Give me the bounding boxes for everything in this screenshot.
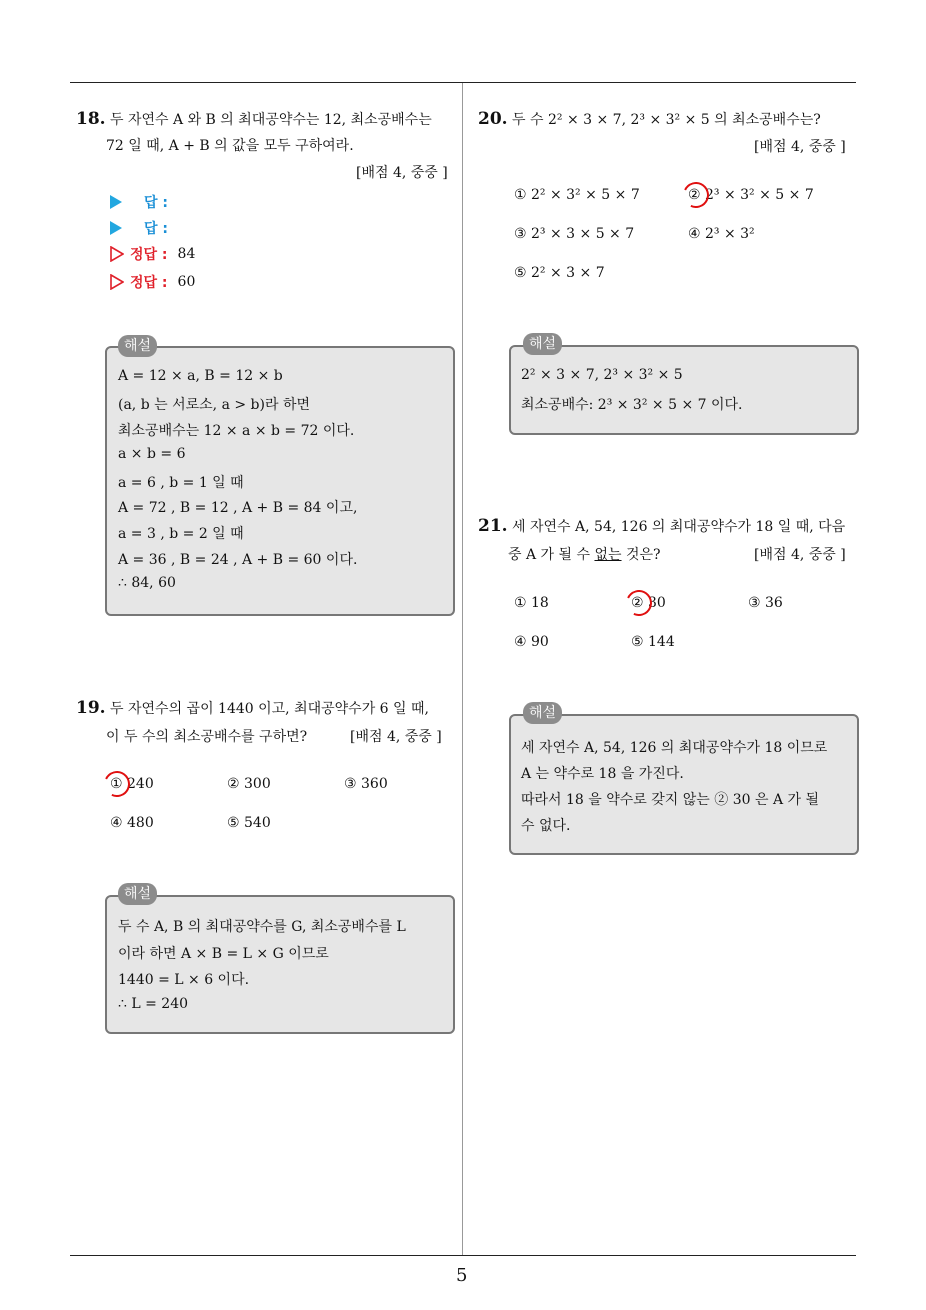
solution-line: 따라서 18 을 약수로 갖지 않는 ② 30 은 A 가 될 [521,792,820,808]
bottom-rule [70,1255,856,1256]
question-number: 20. [478,109,508,129]
option-5[interactable]: ⑤ 144 [631,634,675,650]
question-text: 72 일 때, A + B 의 값을 모두 구하여라. [106,138,354,154]
correct-answer-value: 60 [177,274,196,290]
solution-box [509,345,859,435]
correct-answer-row [110,244,195,264]
play-icon [110,221,122,235]
correct-answer-label: 정답 : [130,275,168,291]
question-text: 두 자연수의 곱이 1440 이고, 최대공약수가 6 일 때, [110,701,429,717]
option-2[interactable]: ② 30 [631,595,666,611]
solution-line: ∴ 84, 60 [118,575,176,591]
option-3[interactable]: ③ 36 [748,595,783,611]
solution-line: (a, b 는 서로소, a > b)라 하면 [118,397,310,413]
column-divider [462,83,463,1255]
option-2[interactable]: ② 300 [227,776,271,792]
question-number: 21. [478,516,508,536]
selected-mark-circle [679,178,712,211]
solution-line: a = 3 , b = 2 일 때 [118,526,244,542]
option-5[interactable]: ⑤ 2² × 3 × 7 [514,265,605,281]
question-text: 두 수 2² × 3 × 7, 2³ × 3² × 5 의 최소공배수는? [512,112,821,128]
score-meta: [배점 4, 중중 ] [754,547,846,563]
option-4[interactable]: ④ 2³ × 3² [688,226,755,242]
solution-line: a = 6 , b = 1 일 때 [118,475,244,491]
question-text: 이 두 수의 최소공배수를 구하면? [106,729,308,745]
question-number: 19. [76,698,106,718]
underlined-word: 없는 [594,547,622,563]
solution-line: a × b = 6 [118,446,186,462]
question-text: 중 A 가 될 수 없는 것은? [508,547,661,563]
correct-answer-label: 정답 : [130,247,168,263]
correct-answer-value: 84 [177,246,196,262]
correct-answer-row [110,272,195,292]
question-text: 두 자연수 A 와 B 의 최대공약수는 12, 최소공배수는 [110,112,432,128]
answer-label: 답 : [144,221,168,237]
option-4[interactable]: ④ 480 [110,815,154,831]
answer-row [110,218,168,238]
solution-line: 수 없다. [521,818,571,834]
solution-line: A = 36 , B = 24 , A + B = 60 이다. [118,552,358,568]
option-1[interactable]: ① 18 [514,595,549,611]
answer-label: 답 : [144,195,168,211]
solution-tag: 해설 [118,335,157,357]
solution-line: 2² × 3 × 7, 2³ × 3² × 5 [521,367,683,383]
selected-mark-circle [100,767,133,800]
solution-line: A = 72 , B = 12 , A + B = 84 이고, [118,500,358,516]
score-meta: [배점 4, 중중 ] [754,139,846,155]
option-5[interactable]: ⑤ 540 [227,815,271,831]
solution-line: 두 수 A, B 의 최대공약수를 G, 최소공배수를 L [118,919,406,935]
outline-triangle-icon [110,274,124,290]
solution-line: ∴ L = 240 [118,996,189,1012]
solution-line: A = 12 × a, B = 12 × b [118,368,283,384]
solution-line: 1440 = L × 6 이다. [118,972,250,988]
option-3[interactable]: ③ 2³ × 3 × 5 × 7 [514,226,635,242]
option-1[interactable]: ① 240 [110,776,154,792]
solution-line: 이라 하면 A × B = L × G 이므로 [118,946,329,962]
score-meta: [배점 4, 중중 ] [350,729,442,745]
score-meta: [배점 4, 중중 ] [356,165,448,181]
page-number: 5 [456,1265,468,1286]
top-rule [70,82,856,83]
solution-tag: 해설 [523,333,562,355]
outline-triangle-icon [110,246,124,262]
answer-row [110,192,168,212]
solution-tag: 해설 [118,883,157,905]
question-text: 세 자연수 A, 54, 126 의 최대공약수가 18 일 때, 다음 [512,519,846,535]
selected-mark-circle [622,586,655,619]
option-1[interactable]: ① 2² × 3² × 5 × 7 [514,187,640,203]
solution-line: 세 자연수 A, 54, 126 의 최대공약수가 18 이므로 [521,740,828,756]
solution-tag: 해설 [523,702,562,724]
option-3[interactable]: ③ 360 [344,776,388,792]
play-icon [110,195,122,209]
option-2[interactable]: ② 2³ × 3² × 5 × 7 [688,187,814,203]
solution-line: 최소공배수는 12 × a × b = 72 이다. [118,423,355,439]
question-number: 18. [76,109,106,129]
solution-line: A 는 약수로 18 을 가진다. [521,766,684,782]
option-4[interactable]: ④ 90 [514,634,549,650]
solution-line: 최소공배수: 2³ × 3² × 5 × 7 이다. [521,397,743,413]
